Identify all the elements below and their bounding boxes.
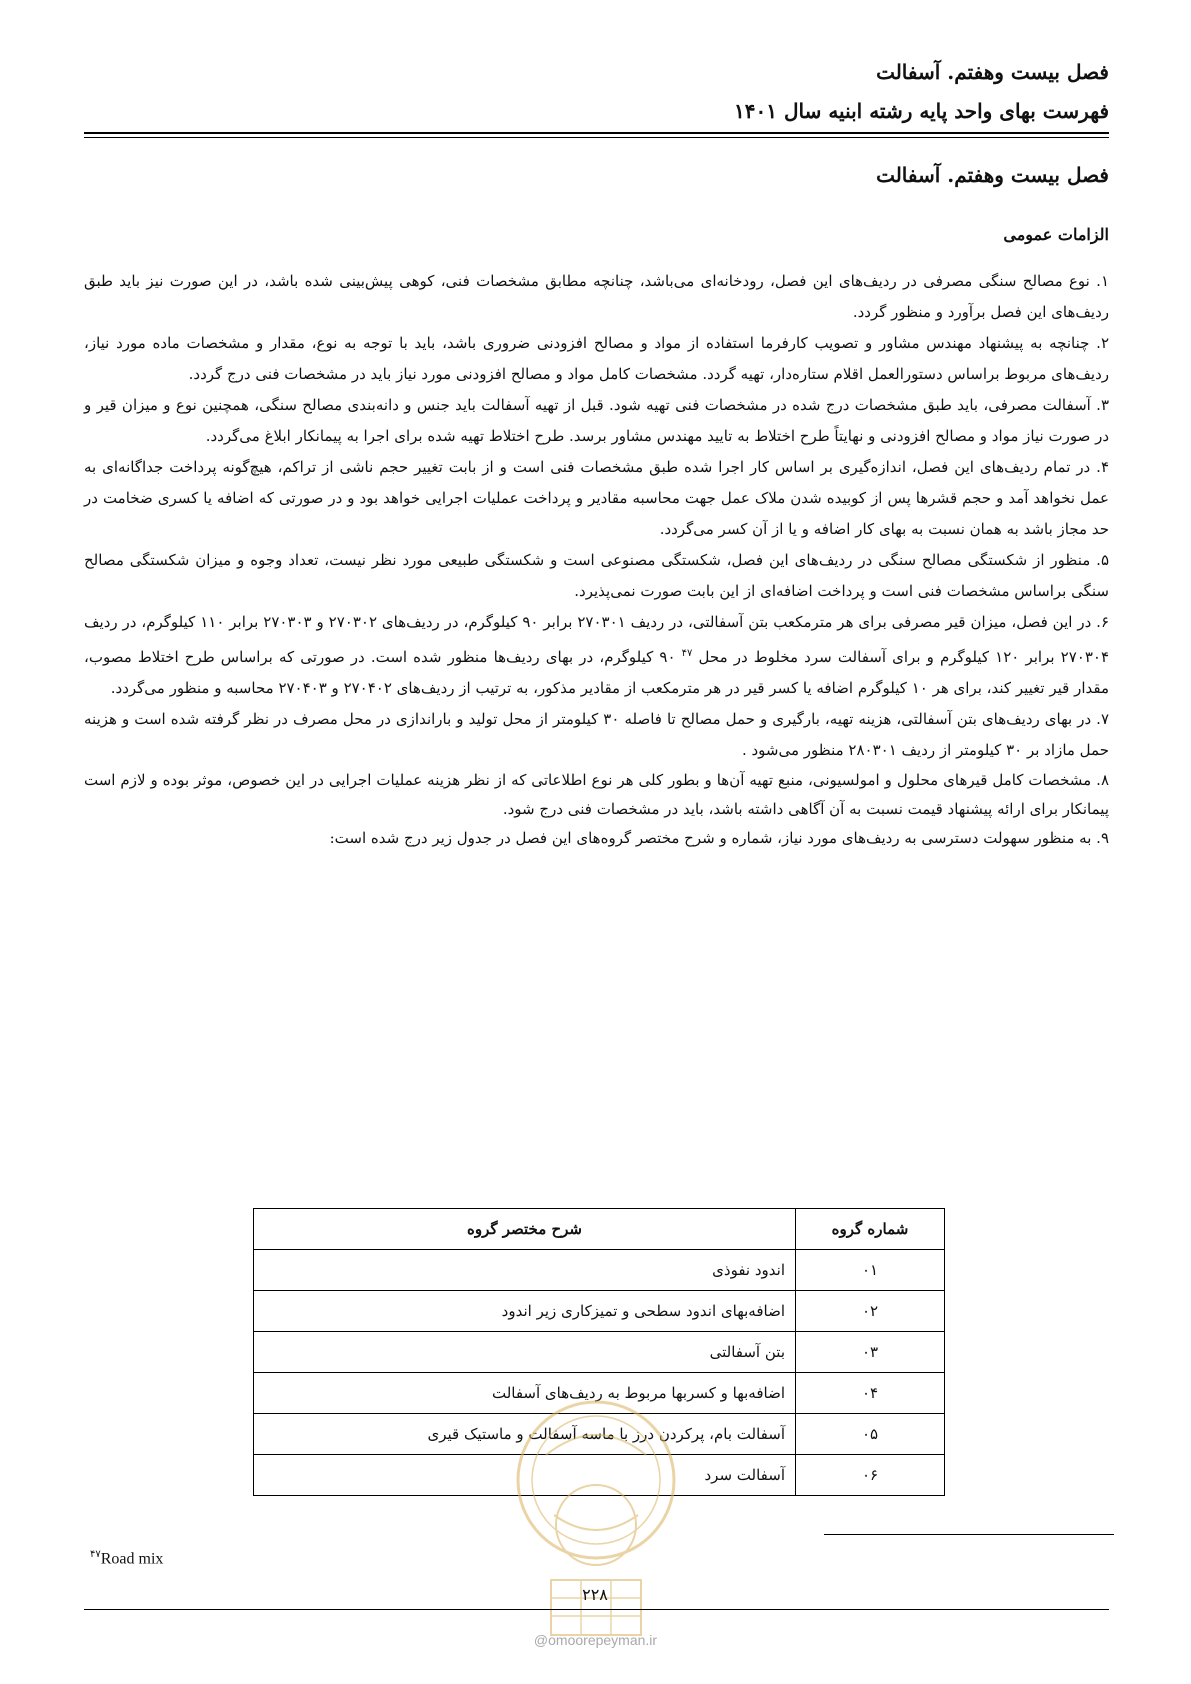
- section-title: الزامات عمومی: [1003, 225, 1109, 244]
- footnote: [90, 1549, 163, 1568]
- paragraph-4: ۴. در تمام ردیف‌های این فصل، اندازه‌گیری بر اساس کار اجرا شده طبق مشخصات فنی است و از بابت تغییر حجم ناشی از تراکم، هیچ‌گونه پرداخت جداگانه‌ای به عمل نخواهد آمد و حجم قشرها پس از کوبیده شدن ملاک عمل جهت محاسبه مقادیر و پرداخت عملیات اجرایی خواهد بود و در صورتی که اضافه یا کسری ضخامت در حد مجاز باشد به همان نسبت به بهای کار اضافه و یا از آن کسر می‌گردد.: [84, 458, 1109, 538]
- group-description: آسفالت سرد: [254, 1455, 796, 1496]
- table-row: [254, 1291, 945, 1332]
- footer-rule: [84, 1609, 1109, 1610]
- group-number: ۰۳: [796, 1332, 945, 1373]
- footnote-text: Road mix: [100, 1550, 164, 1568]
- group-description: اضافه‌بها و کسربها مربوط به ردیف‌های آسفالت: [254, 1373, 796, 1414]
- paragraph-6-part-2: ۹۰ کیلوگرم، در بهای ردیف‌ها منظور شده است. در صورتی که براساس طرح اختلاط مصوب، مقدار قیر تغییر کند، برای هر ۱۰ کیلوگرم اضافه یا کسر قیر در هر مترمکعب از مقادیر مذکور، به ترتیب از ردیف‌های ۲۷۰۴۰۲ و ۲۷۰۴۰۳ محاسبه و منظور می‌گردد.: [84, 648, 1109, 697]
- header-rule-thick: [84, 132, 1109, 134]
- group-number: ۰۵: [796, 1414, 945, 1455]
- group-description: آسفالت بام، پرکردن درز با ماسه آسفالت و ماستیک قیری: [254, 1414, 796, 1455]
- watermark-site: @omoorepeyman.ir: [533, 1632, 658, 1648]
- footnote-mark: ۴۷: [90, 1549, 101, 1560]
- paragraph-3: ۳. آسفالت مصرفی، باید طبق مشخصات درج شده در مشخصات فنی تهیه شود. قبل از تهیه آسفالت باید جنس و دانه‌بندی مصالح سنگی، همچنین نوع و میزان قیر و در صورت نیاز مواد و مصالح افزودنی و نهایتاً طرح اختلاط به تایید مهندس مشاور برسد. طرح اختلاط تهیه شده برای اجرا به پیمانکار ابلاغ می‌گردد.: [84, 396, 1109, 445]
- footnote-reference: ۴۷: [681, 648, 693, 659]
- group-table-header-row: [254, 1209, 945, 1250]
- header-group-description: شرح مختصر گروه: [254, 1209, 796, 1250]
- paragraph-5: ۵. منظور از شکستگی مصالح سنگی در ردیف‌های این فصل، شکستگی مصنوعی است و شکستگی طبیعی مورد نظر نیست، تعداد وجوه و میزان شکستگی مصالح سنگی براساس مشخصات فنی است و پرداخت اضافه‌ای از این بابت صورت نمی‌پذیرد.: [84, 551, 1109, 600]
- paragraph-9: ۹. به منظور سهولت دسترسی به ردیف‌های مورد نیاز، شماره و شرح مختصر گروه‌های این فصل در جدول زیر درج شده است:: [329, 829, 1109, 847]
- table-row: [254, 1250, 945, 1291]
- paragraph-2: ۲. چنانچه به پیشنهاد مهندس مشاور و تصویب کارفرما استفاده از مواد و مصالح افزودنی ضروری باشد، باید با توجه به نوع، مقدار و مشخصات ماده مورد نیاز، ردیف‌های مربوط براساس دستورالعمل اقلام ستاره‌دار، تهیه گردد. مشخصات کامل مواد و مصالح افزودنی مورد نیاز باید در مشخصات فنی درج گردد.: [84, 334, 1109, 383]
- group-number: ۰۱: [796, 1250, 945, 1291]
- header-rule-thin: [84, 137, 1109, 138]
- running-header-book-title: فهرست بهای واحد پایه رشته ابنیه سال ۱۴۰۱: [734, 99, 1109, 123]
- group-description: اضافه‌بهای اندود سطحی و تمیزکاری زیر اندود: [254, 1291, 796, 1332]
- group-description: بتن آسفالتی: [254, 1332, 796, 1373]
- paragraph-6: [84, 607, 1109, 704]
- paragraph-6-part-1: ۶. در این فصل، میزان قیر مصرفی برای هر مترمکعب بتن آسفالتی، در ردیف ۲۷۰۳۰۱ برابر ۹۰ کیلوگرم، در ردیف‌های ۲۷۰۳۰۲ و ۲۷۰۳۰۳ برابر ۱۱۰ کیلوگرم، در ردیف ۲۷۰۳۰۴ برابر ۱۲۰ کیلوگرم و برای آسفالت سرد مخلوط در محل: [84, 613, 1109, 666]
- group-description: اندود نفوذی: [254, 1250, 796, 1291]
- running-header-chapter: فصل بیست وهفتم. آسفالت: [876, 60, 1109, 84]
- paragraph-7: ۷. در بهای ردیف‌های بتن آسفالتی، هزینه تهیه، بارگیری و حمل مصالح تا فاصله ۳۰ کیلومتر از محل تولید و باراندازی در محل مصرف در نظر گرفته شده است و هزینه حمل مازاد بر ۳۰ کیلومتر از ردیف ۲۸۰۳۰۱ منظور می‌شود .: [84, 710, 1110, 759]
- footnote-separator: [824, 1534, 1114, 1535]
- group-number: ۰۴: [796, 1373, 945, 1414]
- paragraph-8: ۸. مشخصات کامل قیرهای محلول و امولسیونی، منبع تهیه آن‌ها و بطور کلی هر نوع اطلاعاتی که از نظر هزینه عملیات اجرایی در این خصوص، موثر بوده و لازم است پیمانکار برای ارائه پیشنهاد قیمت نسبت به آن آگاهی داشته باشد، باید در مشخصات فنی درج شود.: [84, 771, 1109, 818]
- paragraph-1: ۱. نوع مصالح سنگی مصرفی در ردیف‌های این فصل، رودخانه‌ای می‌باشد، چنانچه مطابق مشخصات فنی، کوهی پیش‌بینی شده باشد، در این صورت نیز باید طبق ردیف‌های این فصل برآورد و منظور گردد.: [84, 272, 1109, 321]
- requirements-body: [84, 266, 1109, 853]
- chapter-heading: فصل بیست وهفتم. آسفالت: [876, 163, 1109, 187]
- page-number: ۲۲۸: [582, 1585, 608, 1604]
- table-row: [254, 1332, 945, 1373]
- header-group-number: شماره گروه: [796, 1209, 945, 1250]
- group-number: ۰۲: [796, 1291, 945, 1332]
- group-number: ۰۶: [796, 1455, 945, 1496]
- watermark-seal-icon: [506, 1395, 686, 1655]
